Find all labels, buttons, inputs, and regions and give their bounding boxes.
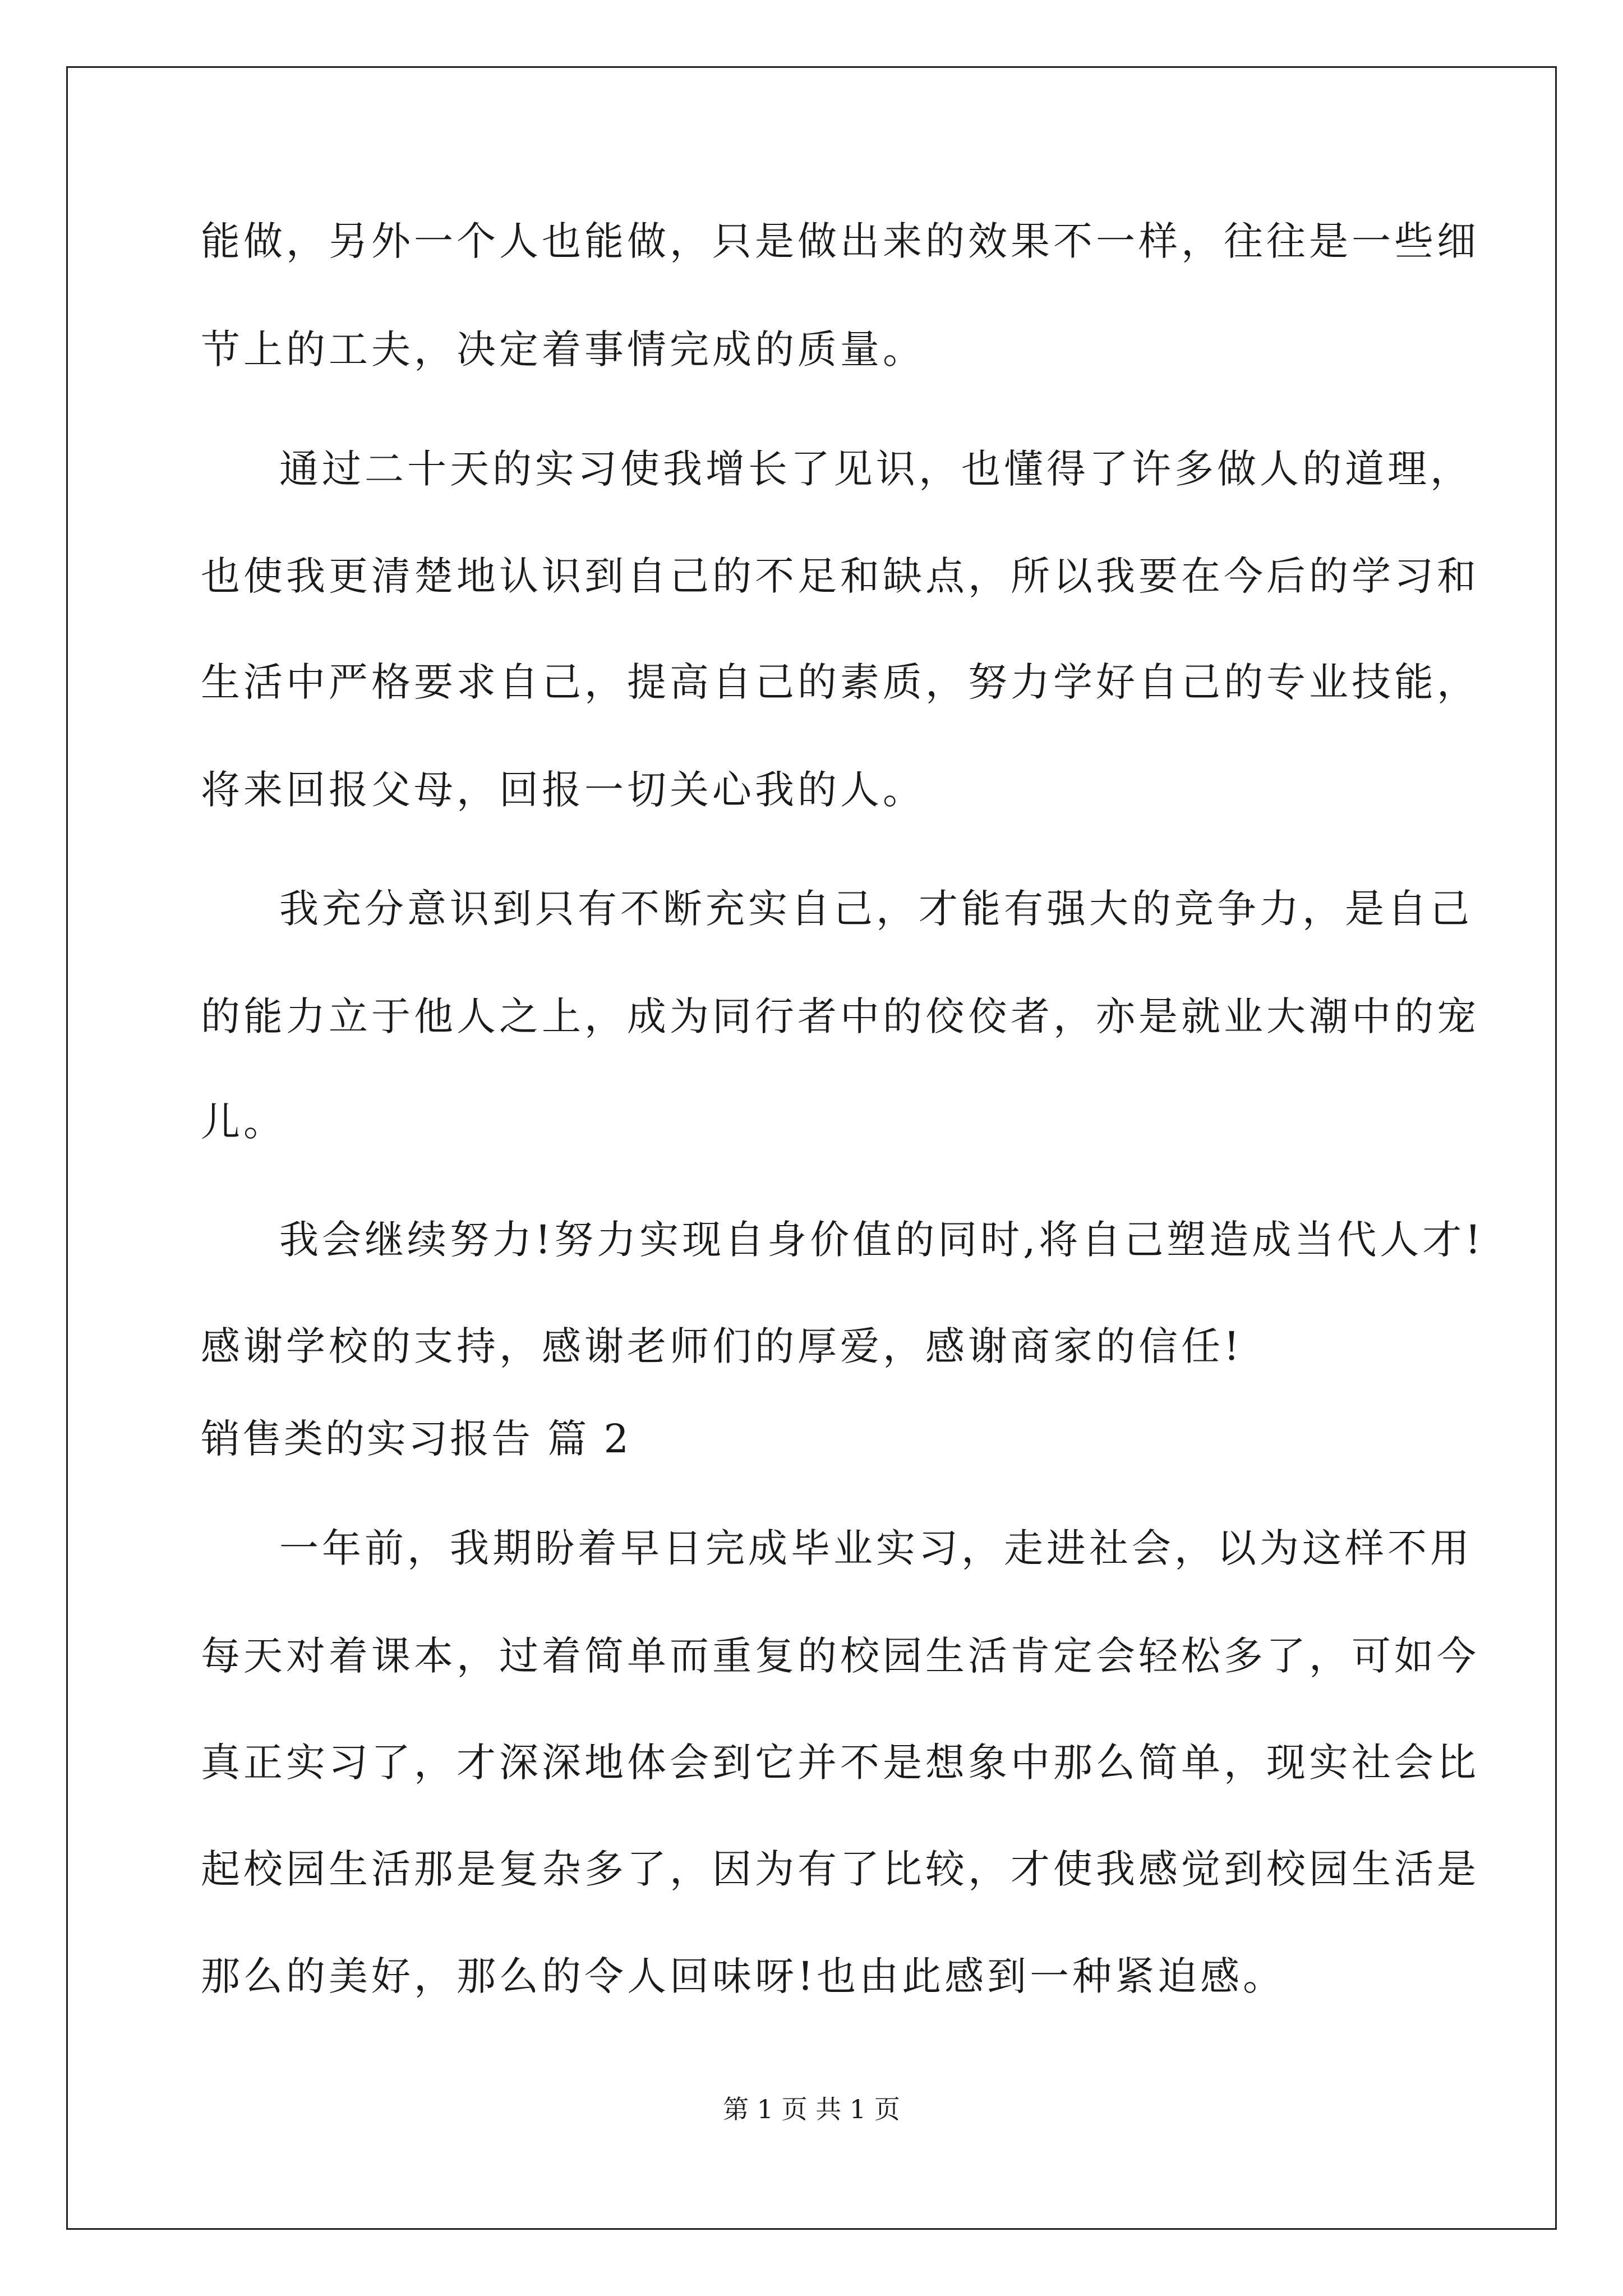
paragraph-line: 起校园生活那是复杂多了，因为有了比较，才使我感觉到校园生活是 (201, 1846, 1479, 1892)
paragraph-line: 能做，另外一个人也能做，只是做出来的效果不一样，往往是一些细 (201, 218, 1479, 264)
paragraph-line: 每天对着课本，过着简单而重复的校园生活肯定会轻松多了，可如今 (201, 1633, 1479, 1679)
paragraph-line: 我会继续努力!努力实现自身价值的同时,将自己塑造成当代人才! (279, 1217, 1484, 1263)
paragraph-line: 也使我更清楚地认识到自己的不足和缺点，所以我要在今后的学习和 (201, 553, 1479, 599)
paragraph-line: 那么的美好，那么的令人回味呀!也由此感到一种紧迫感。 (201, 1953, 1286, 1999)
paragraph-line: 儿。 (201, 1099, 286, 1145)
page-number: 第 1 页 共 1 页 (723, 2094, 900, 2124)
paragraph-line: 一年前，我期盼着早日完成毕业实习，走进社会，以为这样不用 (279, 1525, 1473, 1571)
paragraph-line: 真正实习了，才深深地体会到它并不是想象中那么简单，现实社会比 (201, 1740, 1479, 1786)
paragraph-line: 节上的工夫，决定着事情完成的质量。 (201, 326, 925, 372)
paragraph-line: 通过二十天的实习使我增长了见识，也懂得了许多做人的道理， (279, 446, 1473, 492)
section-heading: 销售类的实习报告 篇 2 (201, 1416, 631, 1462)
paragraph-line: 生活中严格要求自己，提高自己的素质，努力学好自己的专业技能， (201, 659, 1479, 705)
paragraph-line: 将来回报父母，回报一切关心我的人。 (201, 767, 925, 813)
paragraph-line: 感谢学校的支持，感谢老师们的厚爱，感谢商家的信任! (201, 1323, 1243, 1369)
paragraph-line: 的能力立于他人之上，成为同行者中的佼佼者，亦是就业大潮中的宠 (201, 993, 1479, 1039)
paragraph-line: 我充分意识到只有不断充实自己，才能有强大的竞争力，是自己 (279, 886, 1473, 932)
page-border (66, 66, 1557, 2230)
